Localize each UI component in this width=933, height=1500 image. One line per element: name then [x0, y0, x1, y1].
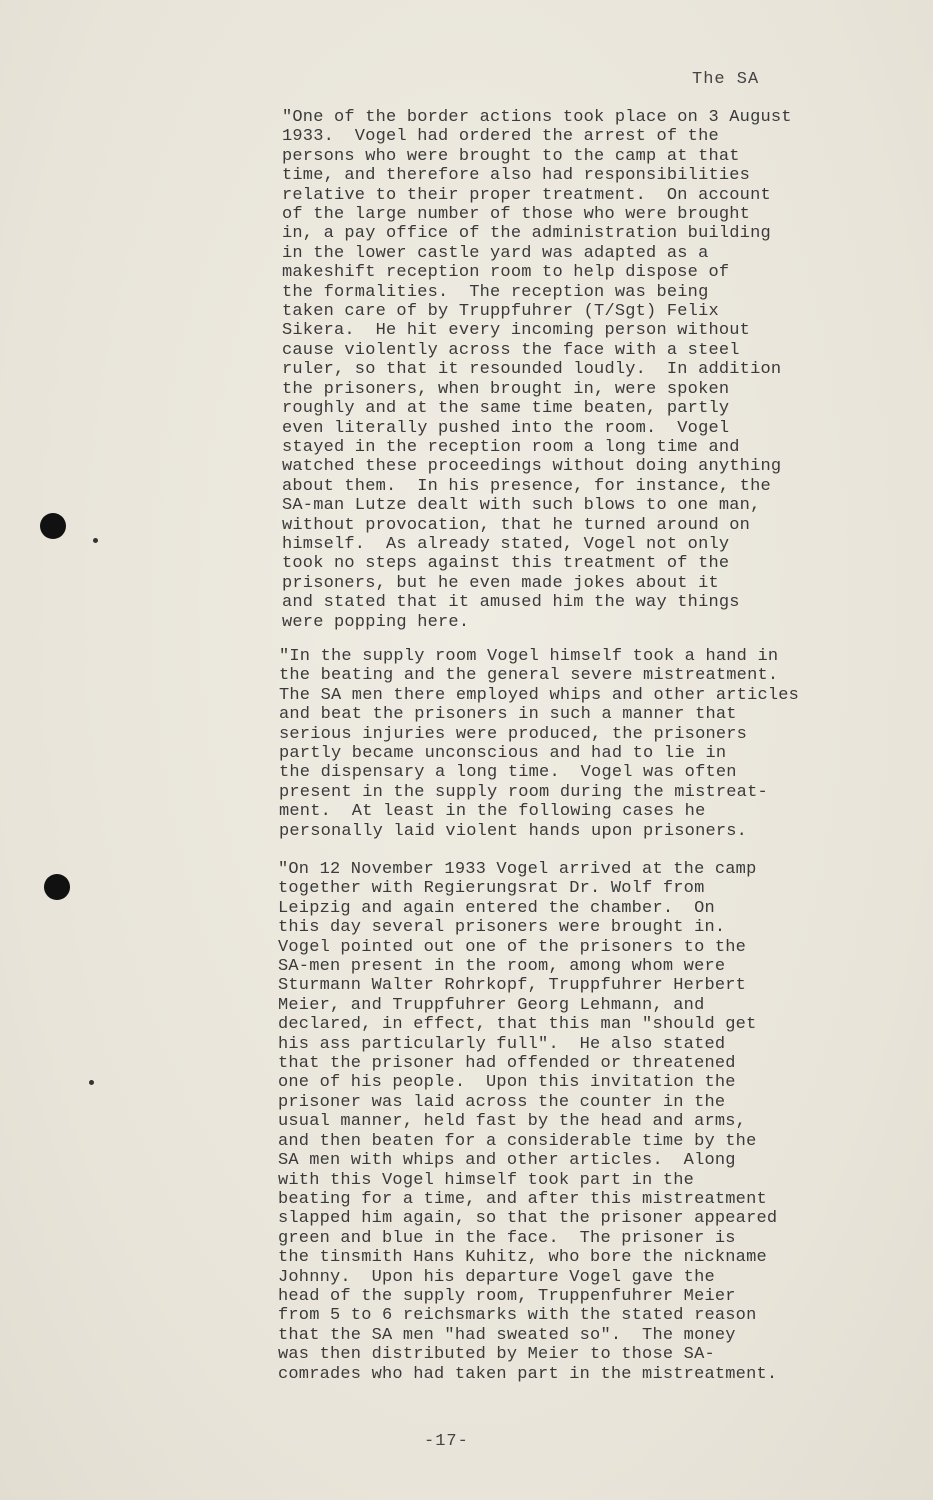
text-line: The SA men there employed whips and other articles	[279, 685, 800, 705]
text-line: taken care of by Truppfuhrer (T/Sgt) Felix	[282, 302, 719, 322]
page-number: -17-	[424, 1432, 469, 1451]
text-line: usual manner, held fast by the head and arms,	[278, 1112, 747, 1132]
text-line: the prisoners, when brought in, were spoken	[282, 379, 730, 399]
text-line: his ass particularly full". He also stated	[278, 1034, 726, 1054]
text-line: stayed in the reception room a long time and	[282, 437, 740, 457]
text-line: one of his people. Upon this invitation the	[278, 1073, 736, 1093]
text-line: watched these proceedings without doing anything	[282, 457, 782, 477]
text-line: relative to their proper treatment. On account	[282, 185, 771, 205]
text-line: Vogel pointed out one of the prisoners to the	[278, 937, 747, 957]
text-line: head of the supply room, Truppenfuhrer Meier	[278, 1286, 736, 1306]
text-line: this day several prisoners were brought in.	[278, 918, 726, 938]
text-line: about them. In his presence, for instance, the	[282, 476, 771, 496]
text-line: the beating and the general severe mistreatment.	[279, 666, 779, 686]
text-line: the dispensary a long time. Vogel was often	[279, 763, 737, 783]
text-line: "On 12 November 1933 Vogel arrived at the camp	[278, 860, 757, 879]
text-line: "In the supply room Vogel himself took a hand in	[279, 647, 779, 666]
ink-speck	[93, 538, 98, 543]
text-line: in, a pay office of the administration building	[282, 224, 771, 244]
text-line: 1933. Vogel had ordered the arrest of the	[282, 127, 719, 147]
text-line: without provocation, that he turned around on	[282, 515, 751, 535]
text-line: in the lower castle yard was adapted as a	[282, 243, 709, 263]
text-line: SA men with whips and other articles. Along	[278, 1151, 736, 1171]
text-line: and beat the prisoners in such a manner that	[279, 705, 737, 725]
text-line: declared, in effect, that this man "should get	[278, 1015, 757, 1035]
text-line: partly became unconscious and had to lie in	[279, 744, 727, 764]
text-line: was then distributed by Meier to those SA-	[278, 1345, 715, 1365]
text-line: Johnny. Upon his departure Vogel gave the	[278, 1267, 715, 1287]
text-line: and then beaten for a considerable time by the	[278, 1131, 757, 1151]
punch-hole	[44, 874, 70, 900]
text-line: ment. At least in the following cases he	[279, 802, 706, 822]
text-line: present in the supply room during the mistreat-	[279, 782, 768, 802]
text-line: the tinsmith Hans Kuhitz, who bore the nickname	[278, 1248, 767, 1268]
text-line: persons who were brought to the camp at that	[282, 146, 740, 166]
text-line: Sikera. He hit every incoming person without	[282, 321, 751, 341]
punch-hole	[40, 513, 66, 539]
text-line: makeshift reception room to help dispose of	[282, 263, 730, 283]
text-line: from 5 to 6 reichsmarks with the stated reason	[278, 1306, 757, 1326]
text-line: "One of the border actions took place on 3 August	[282, 108, 792, 127]
text-line: Leipzig and again entered the chamber. On	[278, 898, 715, 918]
text-line: and stated that it amused him the way things	[282, 593, 740, 613]
text-line: the formalities. The reception was being	[282, 282, 709, 302]
text-line: SA-man Lutze dealt with such blows to one man,	[282, 496, 761, 516]
text-line: comrades who had taken part in the mistreatment.	[278, 1364, 778, 1384]
text-line: roughly and at the same time beaten, partly	[282, 399, 730, 419]
text-line: of the large number of those who were brought	[282, 205, 751, 225]
text-line: even literally pushed into the room. Vogel	[282, 418, 730, 438]
text-line: Meier, and Truppfuhrer Georg Lehmann, and	[278, 995, 705, 1015]
text-line: were popping here.	[282, 612, 470, 632]
text-line: cause violently across the face with a steel	[282, 340, 740, 360]
text-line: slapped him again, so that the prisoner appeared	[278, 1209, 778, 1229]
text-line: himself. As already stated, Vogel not only	[282, 534, 730, 554]
text-line: time, and therefore also had responsibilities	[282, 166, 751, 186]
paragraph-border-action	[282, 108, 792, 632]
text-line: with this Vogel himself took part in the	[278, 1170, 695, 1190]
ink-speck	[89, 1080, 94, 1085]
text-line: SA-men present in the room, among whom were	[278, 957, 726, 977]
text-line: that the SA men "had sweated so". The money	[278, 1325, 736, 1345]
text-line: beating for a time, and after this mistreatment	[278, 1189, 767, 1209]
running-header: The SA	[692, 70, 760, 89]
text-line: that the prisoner had offended or threatened	[278, 1054, 736, 1074]
text-line: personally laid violent hands upon prisoners.	[279, 821, 748, 841]
text-line: took no steps against this treatment of the	[282, 554, 730, 574]
paragraph-supply-room	[279, 647, 799, 841]
text-line: serious injuries were produced, the prisoners	[279, 724, 748, 744]
text-line: prisoner was laid across the counter in the	[278, 1092, 726, 1112]
text-line: together with Regierungsrat Dr. Wolf from	[278, 879, 705, 899]
text-line: ruler, so that it resounded loudly. In addition	[282, 360, 782, 380]
paragraph-november-incident	[278, 860, 777, 1384]
text-line: prisoners, but he even made jokes about it	[282, 573, 719, 593]
text-line: green and blue in the face. The prisoner is	[278, 1228, 736, 1248]
text-line: Sturmann Walter Rohrkopf, Truppfuhrer Herbert	[278, 976, 747, 996]
